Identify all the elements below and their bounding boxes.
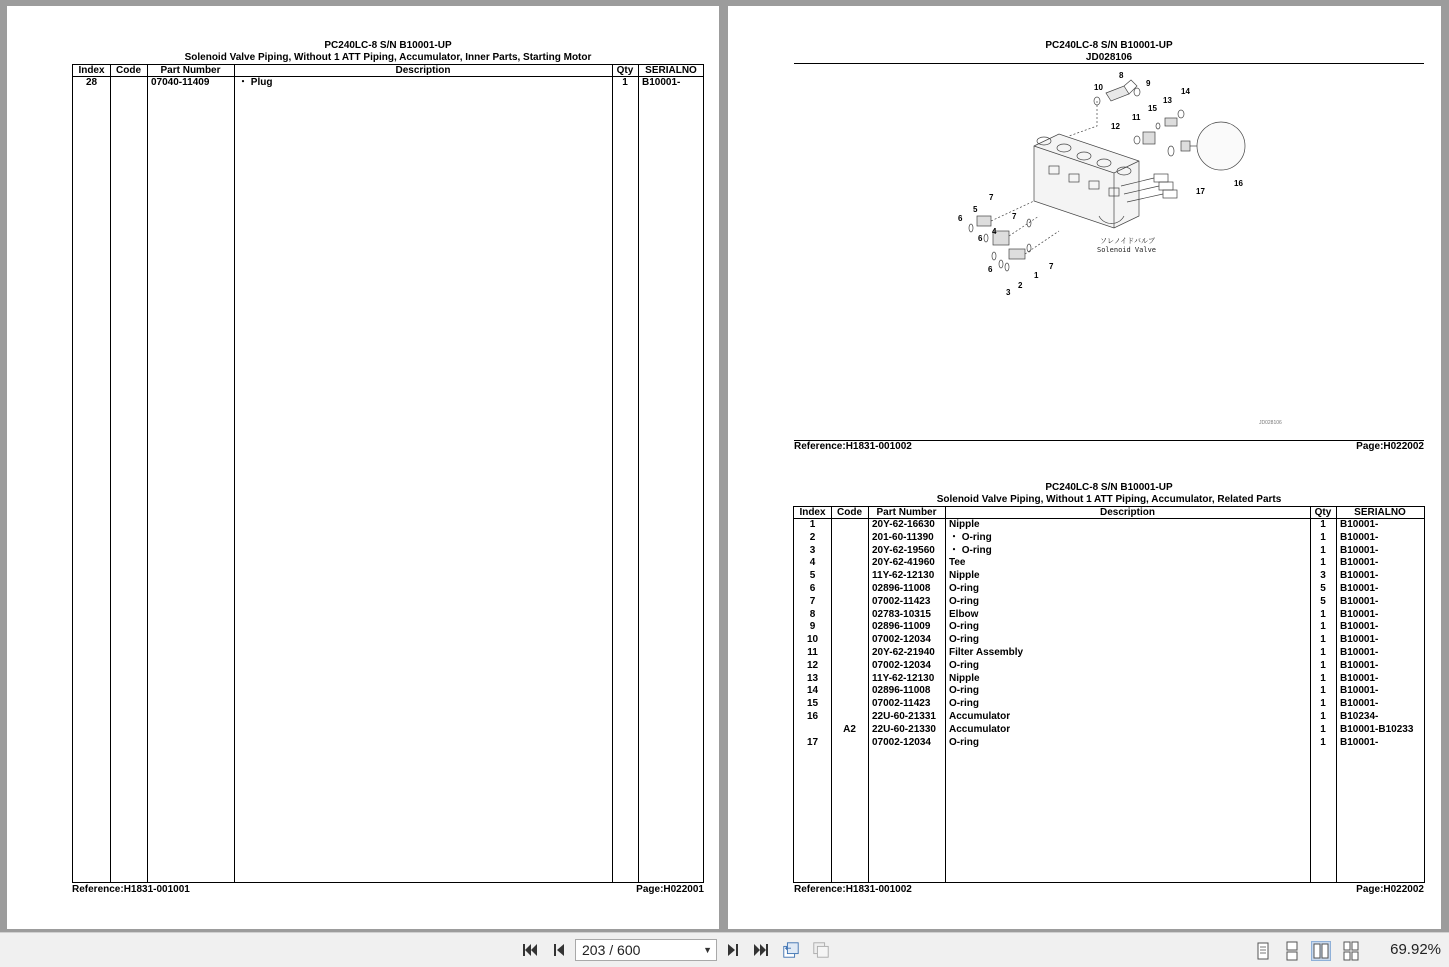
cell-serialno: B10001-B10233: [1340, 723, 1414, 735]
cell-index: 10: [806, 634, 819, 646]
table-row: [794, 685, 1424, 698]
illustration-reference: Reference:H1831-001002: [794, 441, 912, 452]
table-row: [794, 621, 1424, 634]
continuous-facing-view-button[interactable]: [1341, 941, 1361, 961]
cell-qty: 5: [1320, 583, 1326, 594]
cell-description: O-ring: [949, 698, 979, 710]
table-row: [794, 724, 1424, 737]
cell-serialno: B10001-: [1340, 595, 1379, 607]
table-row: [794, 647, 1424, 660]
cell-qty: 1: [1320, 557, 1326, 569]
cell-serialno: B10001-: [1340, 519, 1379, 530]
cell-description: O-ring: [949, 685, 979, 697]
right-page-subtitle: Solenoid Valve Piping, Without 1 ATT Piping, Accumulator, Related Parts: [936, 494, 1282, 505]
cell-index: 14: [806, 685, 819, 697]
callout-3: 3: [1006, 288, 1011, 297]
table-row: [794, 545, 1424, 558]
cell-index: 17: [806, 736, 819, 748]
cell-qty: 5: [1320, 595, 1326, 607]
callout-14: 14: [1181, 87, 1190, 96]
table-row: [794, 557, 1424, 570]
previous-view-button[interactable]: [782, 941, 800, 959]
viewer-toolbar: [0, 932, 1449, 967]
cell-description: Accumulator: [949, 711, 1011, 722]
callout-16: 16: [1234, 179, 1243, 188]
header-description: Description: [395, 65, 451, 76]
table-row: [794, 532, 1424, 545]
header-code: Code: [116, 65, 141, 76]
table-row: [794, 698, 1424, 711]
cell-qty: 1: [1320, 544, 1326, 556]
accumulator-sphere: [1197, 122, 1245, 170]
left-page: [7, 6, 719, 929]
cell-description: Accumulator: [949, 723, 1011, 735]
cell-part-number: 20Y-62-41960: [872, 557, 935, 569]
table-row: [794, 634, 1424, 647]
cell-serialno: B10001-: [1340, 544, 1379, 556]
cell-index: 6: [809, 583, 816, 594]
right-page-title: PC240LC-8 S/N B10001-UP: [1045, 482, 1173, 493]
cell-index: 8: [809, 608, 816, 620]
header-qty: Qty: [616, 65, 634, 76]
cell-serialno: B10001-: [1340, 608, 1379, 620]
cell-part-number: 02783-10315: [872, 608, 931, 620]
cell-qty: 1: [1320, 531, 1326, 543]
cell-qty: 1: [1320, 672, 1326, 684]
cell-qty: 1: [1320, 659, 1326, 671]
cell-qty: 1: [1320, 634, 1326, 646]
cell-serialno: B10001-: [642, 77, 681, 88]
cell-description: ・ O-ring: [949, 544, 992, 556]
next-view-button[interactable]: [812, 941, 830, 959]
cell-serialno: B10001-: [1340, 583, 1379, 594]
illustration-top-rule: [794, 63, 1424, 64]
callout-10: 10: [1094, 83, 1103, 92]
next-page-icon: [727, 943, 739, 957]
first-page-button[interactable]: [521, 941, 539, 959]
cell-index: 12: [806, 659, 819, 671]
cell-qty: 1: [1320, 736, 1326, 748]
header-code: Code: [837, 507, 862, 518]
cell-description: O-ring: [949, 583, 979, 594]
cell-qty: 1: [622, 77, 628, 88]
cell-description: O-ring: [949, 595, 979, 607]
drawing-small-code: JD028106: [1259, 420, 1282, 426]
left-reference: Reference:H1831-001001: [72, 884, 190, 895]
header-index: Index: [799, 507, 826, 518]
cell-qty: 3: [1320, 570, 1326, 582]
cell-qty: 1: [1320, 685, 1326, 697]
callout-7c: 7: [1049, 262, 1054, 271]
dropdown-arrow-icon: ▼: [703, 945, 712, 955]
table-row: [794, 609, 1424, 622]
callout-7b: 7: [1012, 212, 1017, 221]
cell-part-number: 11Y-62-12130: [872, 570, 935, 582]
last-page-icon: [753, 943, 769, 957]
drawing-id: JD028106: [1085, 52, 1133, 63]
cell-description: Nipple: [949, 570, 980, 582]
cell-qty: 1: [1320, 711, 1326, 722]
right-page: [728, 6, 1441, 929]
header-part-number: Part Number: [876, 507, 937, 518]
illustration-page-number: Page:H022002: [1356, 441, 1424, 452]
zoom-level[interactable]: 69.92%: [1390, 941, 1441, 958]
table-row: [794, 660, 1424, 673]
cell-part-number: 07002-12034: [872, 659, 931, 671]
table-row: [794, 596, 1424, 609]
cell-index: 2: [809, 531, 816, 543]
cell-code: A2: [843, 723, 856, 735]
left-parts-table: [72, 64, 704, 883]
cell-serialno: B10001-: [1340, 659, 1379, 671]
cell-index: 4: [809, 557, 816, 569]
callout-17: 17: [1196, 187, 1205, 196]
cell-part-number: 201-60-11390: [872, 531, 934, 543]
cell-description: Filter Assembly: [949, 647, 1024, 658]
cell-index: 9: [809, 621, 816, 633]
cell-description: O-ring: [949, 736, 979, 748]
next-page-button[interactable]: [724, 941, 742, 959]
cell-index: 16: [806, 711, 819, 722]
cell-part-number: 22U-60-21330: [872, 723, 936, 735]
cell-serialno: B10001-: [1340, 531, 1379, 543]
callout-6a: 6: [958, 214, 963, 223]
cell-serialno: B10001-: [1340, 634, 1379, 646]
cell-description: O-ring: [949, 634, 979, 646]
header-serialno: SERIALNO: [1354, 507, 1406, 518]
cell-qty: 1: [1320, 723, 1326, 735]
table-row: [794, 673, 1424, 686]
solenoid-valve-block: [1034, 134, 1177, 228]
table-row: [794, 570, 1424, 583]
cell-part-number: 07002-12034: [872, 736, 931, 748]
page-number-selector[interactable]: 203 / 600 ▼: [575, 939, 717, 961]
cell-description: ・ O-ring: [949, 531, 992, 543]
header-index: Index: [78, 65, 105, 76]
callout-2: 2: [1018, 281, 1023, 290]
header-qty: Qty: [1314, 507, 1332, 518]
cell-part-number: 07040-11409: [151, 77, 210, 88]
left-page-subtitle: Solenoid Valve Piping, Without 1 ATT Piping, Accumulator, Inner Parts, Starting Motor: [184, 52, 592, 63]
previous-page-icon: [553, 943, 565, 957]
cell-serialno: B10001-: [1340, 570, 1379, 582]
cell-serialno: B10234-: [1340, 711, 1379, 722]
table-row: [794, 711, 1424, 724]
cell-serialno: B10001-: [1340, 736, 1379, 748]
callout-12: 12: [1111, 122, 1120, 131]
cell-qty: 1: [1320, 608, 1326, 620]
cell-index: 13: [806, 672, 819, 684]
left-page-number: Page:H022001: [636, 884, 704, 895]
cell-index: 3: [809, 544, 816, 556]
cell-serialno: B10001-: [1340, 698, 1379, 710]
cell-part-number: 11Y-62-12130: [872, 672, 935, 684]
cell-index: 28: [85, 77, 98, 88]
cell-index: 7: [809, 595, 816, 607]
header-description: Description: [1099, 507, 1155, 518]
cell-description: Nipple: [949, 672, 980, 684]
cell-serialno: B10001-: [1340, 647, 1379, 658]
cell-qty: 1: [1320, 621, 1326, 633]
cell-part-number: 07002-11423: [872, 698, 931, 710]
table-row: [794, 583, 1424, 596]
single-page-view-button[interactable]: [1253, 941, 1273, 961]
caption-en: Solenoid Valve: [1097, 246, 1157, 254]
previous-page-button[interactable]: [550, 941, 568, 959]
cell-part-number: 07002-11423: [872, 595, 931, 607]
header-serialno: SERIALNO: [645, 65, 697, 76]
facing-pages-icon: [1312, 942, 1330, 960]
callout-6b: 6: [978, 234, 983, 243]
total-pages: 600: [617, 942, 641, 958]
cell-description: Elbow: [949, 608, 979, 620]
cell-description: O-ring: [949, 621, 979, 633]
first-page-icon: [522, 943, 538, 957]
callout-8: 8: [1119, 71, 1124, 80]
exploded-view-drawing: [949, 66, 1269, 306]
right-reference: Reference:H1831-001002: [794, 884, 912, 895]
callout-11: 11: [1132, 113, 1141, 122]
cell-part-number: 02896-11008: [872, 685, 931, 697]
table-row: [73, 77, 703, 90]
callout-5: 5: [973, 205, 978, 214]
cell-serialno: B10001-: [1340, 672, 1379, 684]
cell-description: Tee: [949, 557, 966, 569]
cell-qty: 1: [1320, 519, 1326, 530]
callout-4: 4: [992, 227, 997, 236]
cell-index: 5: [809, 570, 816, 582]
current-page: 203: [582, 942, 606, 958]
callout-6c: 6: [988, 265, 993, 274]
cell-index: 11: [807, 647, 818, 658]
cell-part-number: 20Y-62-19560: [872, 544, 935, 556]
continuous-facing-icon: [1341, 941, 1361, 961]
cell-description: ・ Plug: [238, 77, 273, 88]
cell-serialno: B10001-: [1340, 621, 1379, 633]
cell-description: O-ring: [949, 659, 979, 671]
cell-serialno: B10001-: [1340, 685, 1379, 697]
table-row: [794, 737, 1424, 750]
next-view-icon: [812, 941, 830, 959]
continuous-page-icon: [1282, 941, 1302, 961]
continuous-view-button[interactable]: [1282, 941, 1302, 961]
right-page-number: Page:H022002: [1356, 884, 1424, 895]
callout-1: 1: [1034, 271, 1039, 280]
callout-13: 13: [1163, 96, 1172, 105]
last-page-button[interactable]: [752, 941, 770, 959]
cell-serialno: B10001-: [1340, 557, 1379, 569]
callout-7a: 7: [989, 193, 994, 202]
cell-description: Nipple: [949, 519, 980, 530]
facing-view-button[interactable]: [1311, 941, 1331, 961]
header-part-number: Part Number: [160, 65, 221, 76]
cell-part-number: 02896-11009: [872, 621, 931, 633]
single-page-icon: [1253, 941, 1273, 961]
cell-part-number: 20Y-62-16630: [872, 519, 935, 530]
cell-qty: 1: [1320, 698, 1326, 710]
right-parts-table: [793, 506, 1425, 883]
callout-9: 9: [1146, 79, 1151, 88]
cell-index: 1: [809, 519, 816, 530]
cell-index: 15: [806, 698, 819, 710]
cell-part-number: 02896-11008: [872, 583, 931, 594]
table-row: [794, 519, 1424, 532]
cell-part-number: 22U-60-21331: [872, 711, 936, 722]
callout-15: 15: [1148, 104, 1157, 113]
illustration-title: PC240LC-8 S/N B10001-UP: [1045, 40, 1173, 51]
left-page-title: PC240LC-8 S/N B10001-UP: [324, 40, 452, 51]
cell-qty: 1: [1320, 647, 1326, 658]
previous-view-icon: [782, 941, 800, 959]
cell-part-number: 20Y-62-21940: [872, 647, 935, 658]
cell-part-number: 07002-12034: [872, 634, 931, 646]
caption-jp: ソレノイドバルブ: [1100, 237, 1155, 245]
